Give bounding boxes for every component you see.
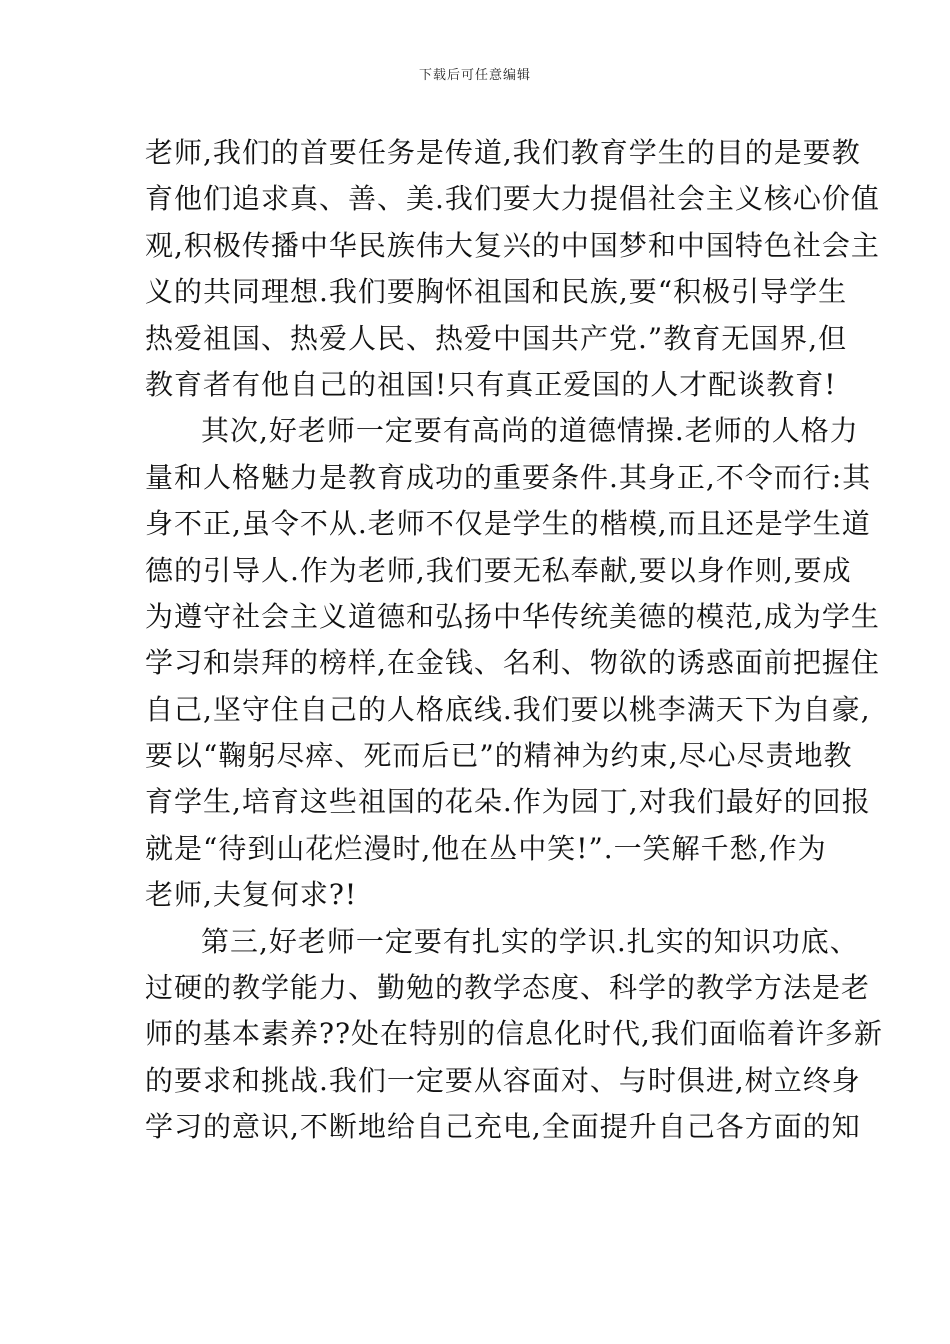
text-line: 过硬的教学能力、勤勉的教学态度、科学的教学方法是老 <box>145 971 871 1005</box>
text-line: 观,积极传播中华民族伟大复兴的中国梦和中国特色社会主 <box>145 228 880 262</box>
paragraph-start-line: 第三,好老师一定要有扎实的学识.扎实的知识功底、 <box>201 924 859 958</box>
text-line: 要以“鞠躬尽瘁、死而后已”的精神为约束,尽心尽责地教 <box>145 739 853 773</box>
text-line: 学习的意识,不断地给自己充电,全面提升自己各方面的知 <box>145 1110 861 1144</box>
text-line: 教育者有他自己的祖国!只有真正爱国的人才配谈教育! <box>145 367 837 401</box>
text-line: 师的基本素养??处在特别的信息化时代,我们面临着许多新 <box>145 1017 883 1051</box>
text-line: 自己,坚守住自己的人格底线.我们要以桃李满天下为自豪, <box>145 692 871 726</box>
text-line: 育他们追求真、善、美.我们要大力提倡社会主义核心价值 <box>145 182 880 216</box>
text-line: 义的共同理想.我们要胸怀祖国和民族,要“积极引导学生 <box>145 275 848 309</box>
text-line: 老师,我们的首要任务是传道,我们教育学生的目的是要教 <box>145 136 861 169</box>
text-line: 为遵守社会主义道德和弘扬中华传统美德的模范,成为学生 <box>145 599 880 633</box>
text-line: 老师,夫复何求?! <box>145 878 358 912</box>
paragraph-start-line: 其次,好老师一定要有高尚的道德情操.老师的人格力 <box>201 414 859 448</box>
text-line: 热爱祖国、热爱人民、热爱中国共产党.”教育无国界,但 <box>145 321 848 355</box>
text-line: 学习和崇拜的榜样,在金钱、名利、物欲的诱惑面前把握住 <box>145 646 880 680</box>
text-line: 身不正,虽令不从.老师不仅是学生的楷模,而且还是学生道 <box>145 507 871 541</box>
text-line: 就是“待到山花烂漫时,他在丛中笑!”.一笑解千愁,作为 <box>145 831 827 865</box>
header-note: 下载后可任意编辑 <box>418 68 531 83</box>
text-line: 的要求和挑战.我们一定要从容面对、与时俱进,树立终身 <box>145 1063 861 1097</box>
text-line: 德的引导人.作为老师,我们要无私奉献,要以身作则,要成 <box>145 553 852 587</box>
text-line: 量和人格魅力是教育成功的重要条件.其身正,不令而行:其 <box>145 460 872 494</box>
text-line: 育学生,培育这些祖国的花朵.作为园丁,对我们最好的回报 <box>145 785 871 819</box>
body-text <box>145 130 883 1151</box>
